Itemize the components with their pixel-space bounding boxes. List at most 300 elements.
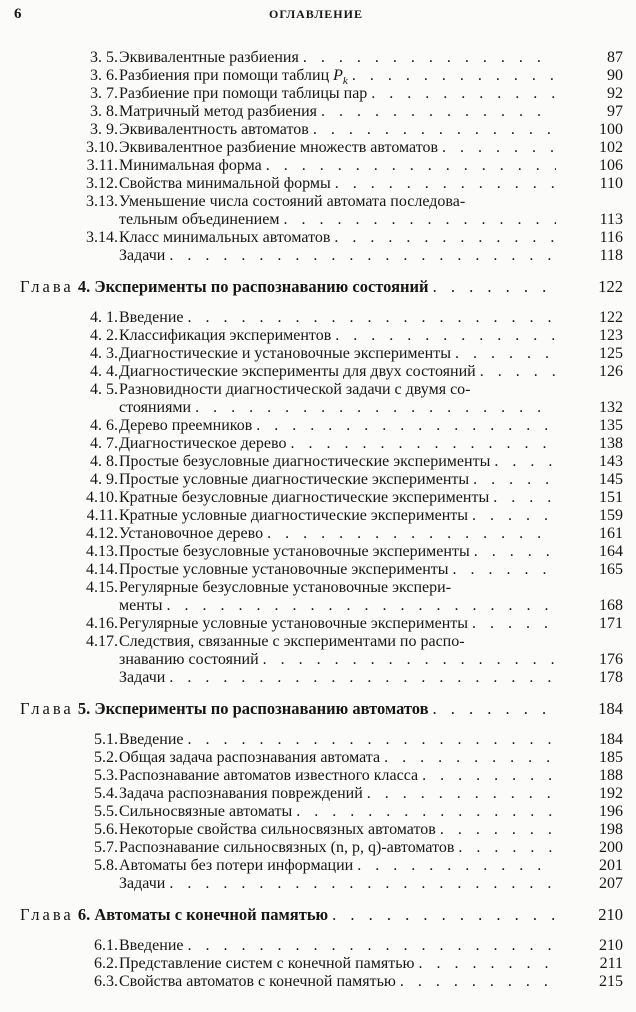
toc-page-number: 196 xyxy=(599,803,623,820)
toc-entry-body xyxy=(119,651,556,669)
toc-entry-body xyxy=(20,276,556,298)
toc-entry-title xyxy=(119,543,470,561)
dot-leader xyxy=(165,875,556,893)
toc-entry-title xyxy=(119,525,263,543)
toc-entry-title xyxy=(119,327,331,345)
toc-page-number: 151 xyxy=(599,489,623,506)
toc-row xyxy=(0,973,636,991)
toc-entry-title xyxy=(119,229,330,247)
toc-entry-body xyxy=(119,399,556,417)
toc-section-number: 4.12. xyxy=(86,525,118,542)
toc-section-number: 3. 6. xyxy=(90,67,118,84)
toc-page-number: 87 xyxy=(607,49,623,66)
toc-entry-title xyxy=(119,767,418,785)
toc-entry-body xyxy=(119,327,556,345)
table-of-contents xyxy=(0,49,636,991)
chapter-title: 5. Эксперименты по распознаванию автоматов xyxy=(77,699,429,718)
toc-entry-body xyxy=(119,525,556,543)
toc-page-number: 90 xyxy=(607,67,623,84)
toc-title-text: Дерево преемников xyxy=(119,417,253,434)
toc-entry-title xyxy=(119,857,353,875)
toc-section-number: 4.11. xyxy=(86,507,118,524)
toc-section-number: 3.13. xyxy=(86,193,118,210)
dot-leader xyxy=(489,489,556,507)
toc-row xyxy=(0,399,636,417)
toc-section-number: 3. 9. xyxy=(90,121,118,138)
toc-page-number: 165 xyxy=(599,561,623,578)
toc-entry-title xyxy=(119,651,259,669)
toc-entry-title xyxy=(119,103,317,121)
toc-title-text: Задачи xyxy=(119,669,166,686)
toc-page-number: 171 xyxy=(599,615,623,632)
toc-title-text: Диагностические эксперименты для двух состояний xyxy=(119,363,476,380)
toc-section-number: 3.10. xyxy=(86,139,118,156)
toc-page-number: 143 xyxy=(599,453,623,470)
toc-page-number: 198 xyxy=(599,821,623,838)
toc-row xyxy=(0,875,636,893)
dot-leader xyxy=(252,417,556,435)
toc-entry-body xyxy=(119,669,556,687)
toc-page-number: 102 xyxy=(599,139,623,156)
toc-row xyxy=(0,561,636,579)
toc-entry-body xyxy=(119,211,556,229)
dot-leader xyxy=(263,525,556,543)
toc-page-number: 135 xyxy=(599,417,623,434)
toc-section-number: 5.7. xyxy=(94,839,118,856)
toc-entry-body xyxy=(20,698,556,720)
toc-title-text: Разбиения при помощи таблиц xyxy=(119,67,330,84)
dot-leader xyxy=(331,327,556,345)
toc-title-text: Уменьшение числа состояний автомата последова- xyxy=(119,193,466,210)
toc-chapter-row xyxy=(0,904,636,926)
toc-row xyxy=(0,67,636,88)
dot-leader xyxy=(259,651,556,669)
toc-entry-body xyxy=(20,904,556,926)
chapter-word: Глава xyxy=(20,277,74,296)
dot-leader xyxy=(449,561,557,579)
toc-section-number: 5.4. xyxy=(94,785,118,802)
toc-title-text: Распознавание сильносвязных (n, p, q)-автоматов xyxy=(119,839,455,856)
dot-leader xyxy=(451,345,556,363)
toc-entry-title xyxy=(119,669,165,687)
toc-page-number: 125 xyxy=(599,345,623,362)
toc-title-text: тельным объединением xyxy=(119,211,280,228)
toc-section-number: 6.1. xyxy=(94,937,118,954)
running-title: ОГЛАВЛЕНИЕ xyxy=(269,7,363,21)
toc-row xyxy=(0,507,636,525)
toc-entry-title xyxy=(119,579,451,597)
toc-row xyxy=(0,229,636,247)
toc-entry-title xyxy=(20,904,328,926)
dot-leader xyxy=(415,955,556,973)
toc-row xyxy=(0,247,636,265)
toc-page-number: 92 xyxy=(607,85,623,102)
toc-row xyxy=(0,669,636,687)
toc-section-number: 4. 2. xyxy=(90,327,118,344)
toc-entry-title xyxy=(119,615,468,633)
dot-leader xyxy=(330,229,556,247)
toc-row xyxy=(0,121,636,139)
toc-entry-body xyxy=(119,121,556,139)
toc-page-number: 132 xyxy=(599,399,623,416)
toc-entry-title xyxy=(119,937,184,955)
toc-entry-body xyxy=(119,839,556,857)
toc-row xyxy=(0,615,636,633)
toc-section-number: 6.3. xyxy=(94,973,118,990)
toc-page-number: 145 xyxy=(599,471,623,488)
toc-page-number: 126 xyxy=(599,363,623,380)
dot-leader xyxy=(165,669,556,687)
toc-section-number: 4. 1. xyxy=(90,309,118,326)
toc-entry-title xyxy=(119,839,454,857)
toc-entry-title xyxy=(119,471,469,489)
toc-title-text: Представление систем с конечной памятью xyxy=(119,955,415,972)
toc-section-number: 4. 7. xyxy=(90,435,118,452)
toc-row xyxy=(0,731,636,749)
toc-entry-title xyxy=(119,803,292,821)
dot-leader xyxy=(490,453,556,471)
toc-page-number: 201 xyxy=(599,857,623,874)
toc-chapter-row xyxy=(0,276,636,298)
toc-entry-body xyxy=(119,229,556,247)
toc-title-text: Эквивалентное разбиение множеств автоматов xyxy=(119,139,439,156)
toc-entry-title xyxy=(119,363,476,381)
toc-row xyxy=(0,157,636,175)
toc-entry-title xyxy=(119,417,252,435)
toc-entry-body xyxy=(119,561,556,579)
toc-page-number: 210 xyxy=(598,905,623,924)
dot-leader xyxy=(184,731,557,749)
toc-entry-body xyxy=(119,247,556,265)
toc-title-text: Свойства минимальной формы xyxy=(119,175,331,192)
toc-title-text: Введение xyxy=(119,731,184,748)
toc-entry-title xyxy=(119,157,262,175)
dot-leader xyxy=(468,507,556,525)
toc-title-text: Кратные условные диагностические эксперименты xyxy=(119,507,468,524)
toc-entry-title xyxy=(119,633,465,651)
toc-entry-title xyxy=(119,309,184,327)
toc-entry-body xyxy=(119,579,556,597)
toc-entry-body xyxy=(119,821,556,839)
dot-leader xyxy=(191,399,556,417)
dot-leader xyxy=(429,698,556,720)
dot-leader xyxy=(438,139,556,157)
toc-entry-body xyxy=(119,785,556,803)
toc-row xyxy=(0,955,636,973)
toc-row xyxy=(0,49,636,67)
toc-page-number: 184 xyxy=(599,731,623,748)
toc-entry-title xyxy=(20,698,429,720)
toc-entry-body xyxy=(119,767,556,785)
toc-row xyxy=(0,937,636,955)
dot-leader xyxy=(317,103,556,121)
dot-leader xyxy=(436,821,556,839)
toc-section-number: 4.17. xyxy=(86,633,118,650)
toc-section-number: 6.2. xyxy=(94,955,118,972)
toc-section-number: 5.6. xyxy=(94,821,118,838)
toc-entry-title xyxy=(119,749,380,767)
toc-title-text: менты xyxy=(119,597,163,614)
toc-entry-title xyxy=(119,193,465,211)
toc-row xyxy=(0,85,636,103)
toc-row xyxy=(0,175,636,193)
toc-title-text: Распознавание автоматов известного класса xyxy=(119,767,419,784)
toc-page-number: 188 xyxy=(599,767,623,784)
toc-title-text: Простые условные установочные эксперименты xyxy=(119,561,449,578)
toc-section-number: 4.14. xyxy=(86,561,118,578)
toc-section-number: 5.5. xyxy=(94,803,118,820)
toc-entry-title xyxy=(119,973,396,991)
toc-page-number: 100 xyxy=(599,121,623,138)
toc-row xyxy=(0,785,636,803)
toc-entry-title xyxy=(119,399,191,417)
dot-leader xyxy=(468,615,556,633)
toc-page-number: 200 xyxy=(599,839,623,856)
toc-entry-body xyxy=(119,731,556,749)
dot-leader xyxy=(418,767,556,785)
toc-section-number: 4. 6. xyxy=(90,417,118,434)
toc-row xyxy=(0,417,636,435)
toc-title-text: Задачи xyxy=(119,247,166,264)
toc-entry-title xyxy=(20,276,429,298)
toc-chapter-row xyxy=(0,698,636,720)
toc-row xyxy=(0,309,636,327)
toc-title-text: Класс минимальных автоматов xyxy=(119,229,331,246)
toc-entry-body xyxy=(119,363,556,381)
toc-title-text: Введение xyxy=(119,309,184,326)
toc-row xyxy=(0,471,636,489)
toc-page-number: 116 xyxy=(599,229,623,246)
toc-entry-body xyxy=(119,875,556,893)
math-subscript: k xyxy=(342,75,348,88)
toc-row xyxy=(0,139,636,157)
toc-entry-title xyxy=(119,49,299,67)
toc-title-text: Разбиение при помощи таблицы пар xyxy=(119,85,368,102)
toc-row xyxy=(0,345,636,363)
toc-entry-body xyxy=(119,937,556,955)
toc-page-number: 176 xyxy=(599,651,623,668)
dot-leader xyxy=(262,157,556,175)
toc-page-number: 118 xyxy=(599,247,623,264)
toc-title-text: Сильносвязные автоматы xyxy=(119,803,293,820)
toc-row xyxy=(0,327,636,345)
toc-title-text: Простые условные диагностические эксперименты xyxy=(119,471,470,488)
toc-entry-body xyxy=(119,309,556,327)
toc-section-number: 3.12. xyxy=(86,175,118,192)
toc-title-text: Свойства автоматов с конечной памятью xyxy=(119,973,396,990)
toc-section-number: 5.3. xyxy=(94,767,118,784)
toc-entry-title xyxy=(119,453,490,471)
toc-title-text: Регулярные безусловные установочные экспери- xyxy=(119,579,452,596)
toc-entry-title xyxy=(119,731,184,749)
page-number: 6 xyxy=(14,6,22,22)
toc-title-text: Эквивалентные разбиения xyxy=(119,49,299,66)
dot-leader xyxy=(470,543,556,561)
dot-leader xyxy=(367,85,556,103)
toc-entry-title xyxy=(119,875,165,893)
toc-section-number: 3.11. xyxy=(86,157,118,174)
toc-entry-body xyxy=(119,381,556,399)
toc-section-number: 5.2. xyxy=(94,749,118,766)
dot-leader xyxy=(331,175,556,193)
dot-leader xyxy=(353,857,556,875)
toc-title-text: Регулярные условные установочные эксперименты xyxy=(119,615,469,632)
toc-entry-body xyxy=(119,597,556,615)
toc-title-text: Автоматы без потери информации xyxy=(119,857,354,874)
toc-page-number: 210 xyxy=(599,937,623,954)
math-symbol: P xyxy=(333,67,343,84)
toc-page-number: 122 xyxy=(599,309,623,326)
toc-title-text: Простые безусловные диагностические эксперименты xyxy=(119,453,491,470)
toc-title-text: знаванию состояний xyxy=(119,651,259,668)
toc-section-number: 5.1. xyxy=(94,731,118,748)
toc-entry-title xyxy=(119,121,309,139)
toc-entry-title xyxy=(119,785,363,803)
dot-leader xyxy=(292,803,556,821)
toc-entry-title xyxy=(119,821,436,839)
toc-entry-title xyxy=(119,955,415,973)
chapter-title: 4. Эксперименты по распознаванию состояний xyxy=(77,277,429,296)
toc-page-number: 164 xyxy=(599,543,623,560)
toc-entry-title xyxy=(119,345,451,363)
toc-page-number: 97 xyxy=(607,103,623,120)
toc-row xyxy=(0,633,636,651)
toc-row xyxy=(0,651,636,669)
toc-title-text: Минимальная форма xyxy=(119,157,262,174)
toc-entry-body xyxy=(119,435,556,453)
dot-leader xyxy=(469,471,556,489)
toc-row xyxy=(0,597,636,615)
toc-entry-title xyxy=(119,561,449,579)
toc-section-number: 4.15. xyxy=(86,579,118,596)
toc-title-text: Кратные безусловные диагностические эксперименты xyxy=(119,489,490,506)
page-header xyxy=(14,4,618,28)
toc-row xyxy=(0,749,636,767)
toc-entry-title xyxy=(119,435,286,453)
dot-leader xyxy=(380,749,556,767)
toc-section-number: 4. 3. xyxy=(90,345,118,362)
toc-title-text: Следствия, связанные с экспериментами по распо- xyxy=(119,633,465,650)
toc-title-text: Диагностические и установочные эксперименты xyxy=(119,345,451,362)
toc-entry-body xyxy=(119,139,556,157)
toc-title-text: Матричный метод разбиения xyxy=(119,103,317,120)
toc-row xyxy=(0,435,636,453)
toc-page-number: 185 xyxy=(599,749,623,766)
toc-entry-body xyxy=(119,417,556,435)
toc-row xyxy=(0,767,636,785)
chapter-word: Глава xyxy=(20,905,74,924)
toc-entry-body xyxy=(119,803,556,821)
toc-section-number: 4. 8. xyxy=(90,453,118,470)
toc-title-text: Диагностическое дерево xyxy=(119,435,287,452)
toc-entry-body xyxy=(119,345,556,363)
toc-page-number: 192 xyxy=(599,785,623,802)
toc-section-number: 3. 8. xyxy=(90,103,118,120)
toc-entry-title xyxy=(119,211,279,229)
toc-page-number: 113 xyxy=(599,211,623,228)
toc-title-text: стояниями xyxy=(119,399,192,416)
toc-section-number: 5.8. xyxy=(94,857,118,874)
toc-page-number: 123 xyxy=(599,327,623,344)
toc-title-text: Эквивалентность автоматов xyxy=(119,121,309,138)
toc-entry-title xyxy=(119,85,367,103)
dot-leader xyxy=(396,973,556,991)
toc-title-text: Простые безусловные установочные эксперименты xyxy=(119,543,470,560)
chapter-title: 6. Автоматы с конечной памятью xyxy=(77,905,329,924)
toc-entry-title xyxy=(119,489,489,507)
toc-row xyxy=(0,103,636,121)
dot-leader xyxy=(163,597,556,615)
toc-section-number: 4. 4. xyxy=(90,363,118,380)
toc-title-text: Задачи xyxy=(119,875,166,892)
toc-row xyxy=(0,543,636,561)
toc-entry-title xyxy=(119,175,331,193)
dot-leader xyxy=(476,363,556,381)
dot-leader xyxy=(286,435,556,453)
dot-leader xyxy=(454,839,556,857)
toc-row xyxy=(0,489,636,507)
toc-entry-body xyxy=(119,453,556,471)
toc-title-text: Введение xyxy=(119,937,184,954)
toc-title-text: Некоторые свойства сильносвязных автоматов xyxy=(119,821,436,838)
toc-section-number: 4.10. xyxy=(86,489,118,506)
toc-row xyxy=(0,211,636,229)
toc-title-text: Задача распознавания повреждений xyxy=(119,785,363,802)
toc-section-number: 4. 9. xyxy=(90,471,118,488)
toc-entry-body xyxy=(119,955,556,973)
toc-entry-body xyxy=(119,157,556,175)
dot-leader xyxy=(309,121,556,139)
toc-title-text: Установочное дерево xyxy=(119,525,264,542)
toc-entry-body xyxy=(119,615,556,633)
toc-page-number: 122 xyxy=(598,277,623,296)
toc-entry-title xyxy=(119,139,438,157)
toc-section-number: 3. 7. xyxy=(90,85,118,102)
toc-entry-body xyxy=(119,633,556,651)
toc-entry-body xyxy=(119,489,556,507)
toc-entry-title xyxy=(119,507,468,525)
toc-page-number: 215 xyxy=(599,973,623,990)
toc-title-text: Классификация экспериментов xyxy=(119,327,332,344)
toc-row xyxy=(0,193,636,211)
toc-entry-body xyxy=(119,471,556,489)
toc-row xyxy=(0,381,636,399)
toc-entry-body xyxy=(119,543,556,561)
dot-leader xyxy=(429,276,556,298)
toc-row xyxy=(0,525,636,543)
toc-row xyxy=(0,803,636,821)
toc-page-number: 161 xyxy=(599,525,623,542)
dot-leader xyxy=(165,247,556,265)
toc-page-number: 159 xyxy=(599,507,623,524)
dot-leader xyxy=(184,937,557,955)
toc-entry-body xyxy=(119,973,556,991)
chapter-word: Глава xyxy=(20,699,74,718)
toc-page-number: 168 xyxy=(599,597,623,614)
toc-page-number: 178 xyxy=(599,669,623,686)
toc-row xyxy=(0,579,636,597)
toc-entry-title xyxy=(119,247,165,265)
dot-leader xyxy=(328,904,556,926)
toc-entry-body xyxy=(119,193,556,211)
toc-row xyxy=(0,363,636,381)
dot-leader xyxy=(363,785,556,803)
toc-entry-body xyxy=(119,749,556,767)
toc-row xyxy=(0,821,636,839)
toc-entry-body xyxy=(119,507,556,525)
toc-section-number: 4. 5. xyxy=(90,381,118,398)
toc-page-number: 110 xyxy=(599,175,623,192)
